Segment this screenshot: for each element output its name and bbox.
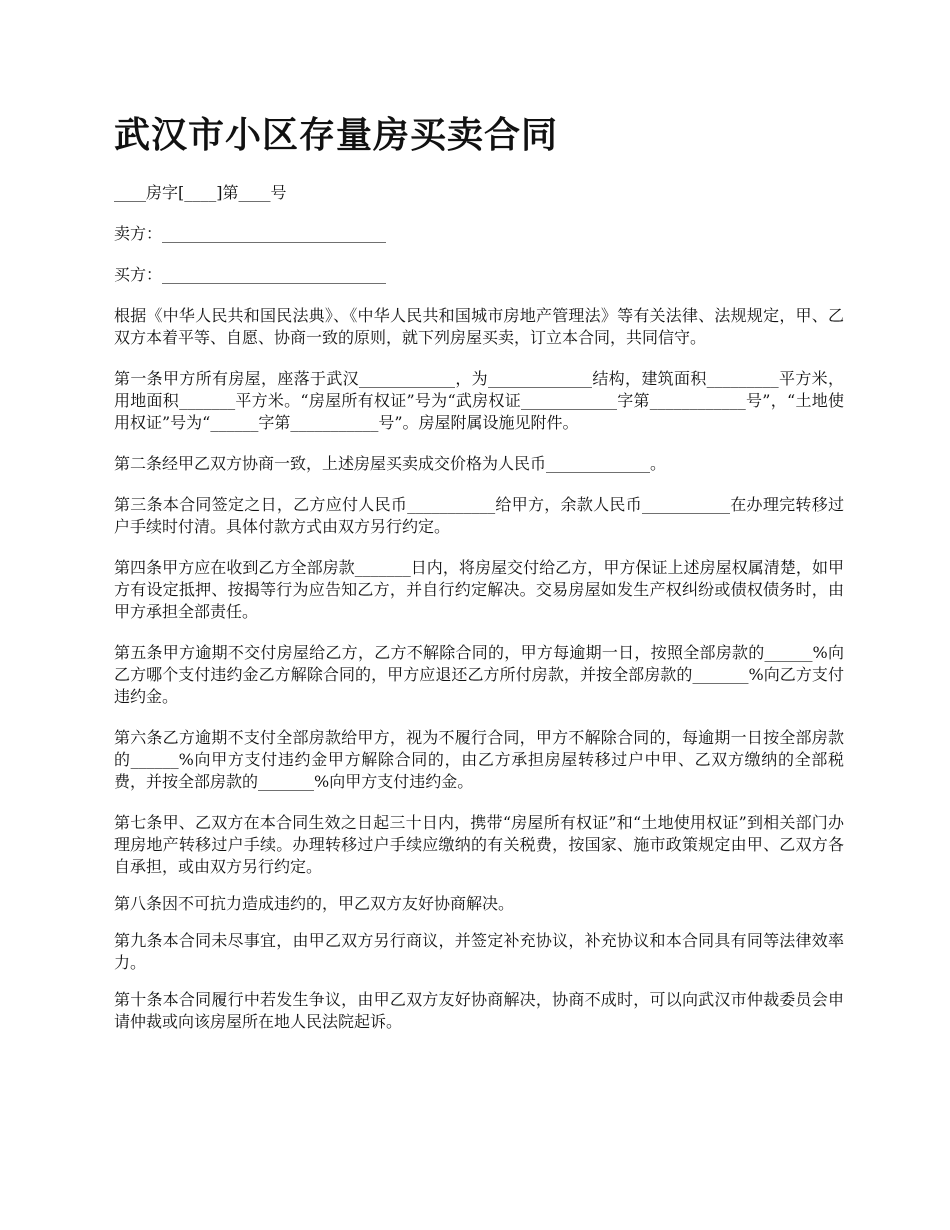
clause-5: 第五条甲方逾期不交付房屋给乙方，乙方不解除合同的，甲方每逾期一日，按照全部房款的______%向乙方哪个支付违约金乙方解除合同的，甲方应退还乙方所付房款，并按全部房款的_______%向乙方支付违约金。 [114,643,844,706]
preamble-paragraph: 根据《中华人民共和国民法典》、《中华人民共和国城市房地产管理法》等有关法律、法规规定，甲、乙双方本着平等、自愿、协商一致的原则，就下列房屋买卖，订立本合同，共同信守。 [114,306,844,347]
clause-6: 第六条乙方逾期不支付全部房款给甲方，视为不履行合同，甲方不解除合同的，每逾期一日按全部房款的______%向甲方支付违约金甲方解除合同的，由乙方承担房屋转移过户中甲、乙双方缴纳的全部税费，并按全部房款的_______%向甲方支付违约金。 [114,728,844,791]
seller-line: 卖方：____________________________ [114,224,387,243]
clause-9: 第九条本合同未尽事宜，由甲乙双方另行商议，并签定补充协议，补充协议和本合同具有同等法律效率力。 [114,931,844,972]
clause-1: 第一条甲方所有房屋，座落于武汉____________，为_____________结构，建筑面积_________平方米，用地面积_______平方米。“房屋所有权证”号为“武房权证____________字第____________号”，“土地使用权证”号为“______字第___________号”。房屋附属设施见附件。 [114,369,844,432]
clause-3: 第三条本合同签定之日，乙方应付人民币___________给甲方，余款人民币___________在办理完转移过户手续时付清。具体付款方式由双方另行约定。 [114,495,844,536]
clause-10: 第十条本合同履行中若发生争议，由甲乙双方友好协商解决，协商不成时，可以向武汉市仲裁委员会申请仲裁或向该房屋所在地人民法院起诉。 [114,990,844,1031]
contract-document [114,112,844,1048]
clause-8: 第八条因不可抗力造成违约的，甲乙双方友好协商解决。 [114,894,515,913]
clause-4: 第四条甲方应在收到乙方全部房款_______日内，将房屋交付给乙方，甲方保证上述房屋权属清楚，如甲方有设定抵押、按揭等行为应告知乙方，并自行约定解决。交易房屋如发生产权纠纷或债权债务时，由甲方承担全部责任。 [114,558,844,621]
contract-number-line: ____房字[____]第____号 [114,183,287,202]
buyer-line: 买方：____________________________ [114,265,387,284]
document-title: 武汉市小区存量房买卖合同 [114,115,559,156]
clause-2: 第二条经甲乙双方协商一致，上述房屋买卖成交价格为人民币_____________。 [114,454,667,473]
clause-7: 第七条甲、乙双方在本合同生效之日起三十日内，携带“房屋所有权证”和“土地使用权证”到相关部门办理房地产转移过户手续。办理转移过户手续应缴纳的有关税费，按国家、施市政策规定由甲、乙双方各自承担，或由双方另行约定。 [114,813,844,876]
